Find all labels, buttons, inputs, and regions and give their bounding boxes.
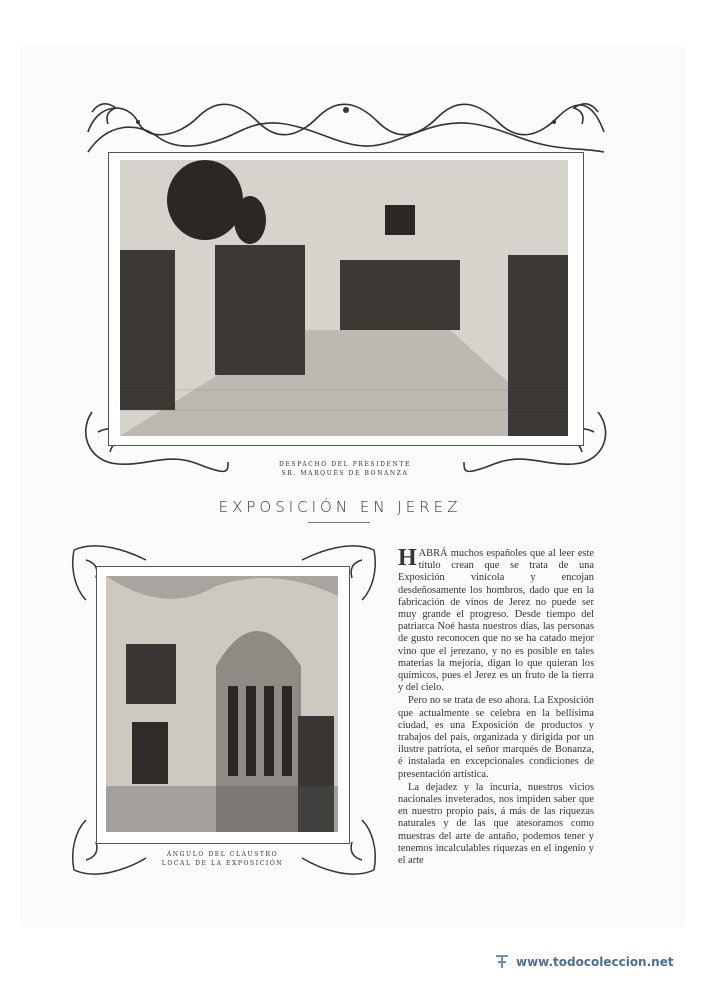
bottom-photo-caption [150,850,295,868]
watermark-url: www.todocoleccion.net [516,955,674,969]
cloister-photo [106,576,338,832]
article-title: EXPOSICIÓN EN JEREZ [218,498,462,516]
paragraph-3: La dejadez y la incuria, nuestros vicios nacionales inveterados, nos impiden saber que en nuestro propio país, á más de las riquezas naturales y de las que atesoramos como muestras del arte de antaño, podemos tener y tenemos incalculables riquezas en el ingenio y el arte [398,781,594,867]
dropcap: H [398,545,417,571]
top-caption-line1: DESPACHO DEL PRESIDENTE [279,461,411,468]
paragraph-1-text: ABRÁ muchos españoles que al leer este título crean que se trata de una Exposición vinícola y encojan desdeñosamente los hombros, dado que en la fabricación de vinos de Jerez no puede ser muy grande el progreso. Desde tiempo del patriarca Noé hasta nuestros días, las personas de gusto reconocen que no se ha catado mejor vino que el jerezano, y no es posible en tales materias la mejoría, digan lo que quieran los químicos, pues el Jerez es un fruto de la tierra y del cielo. [398,548,594,694]
top-caption-line2: SR. MARQUÉS DE BONANZA [281,470,409,477]
bottom-caption-line1: ÁNGULO DEL CLAUSTRO [166,851,279,858]
paragraph-2: Pero no se trata de eso ahora. La Exposición que actualmente se celebra en la bellísima ciudad, es una Exposición de productos y trabajos del país, organizada y dirigida por un ilustre patriota, el señor marqués de Bonanza, é instalada en excepcionales condiciones de presentación artística. [398,695,594,780]
office-interior-photo [120,160,568,436]
article-body [398,545,594,868]
todocoleccion-logo-icon [492,952,512,972]
top-photo-caption [230,460,460,478]
bottom-caption-line2: LOCAL DE LA EXPOSICIÓN [161,860,284,867]
paragraph-1 [398,545,594,694]
title-rule [308,522,370,523]
